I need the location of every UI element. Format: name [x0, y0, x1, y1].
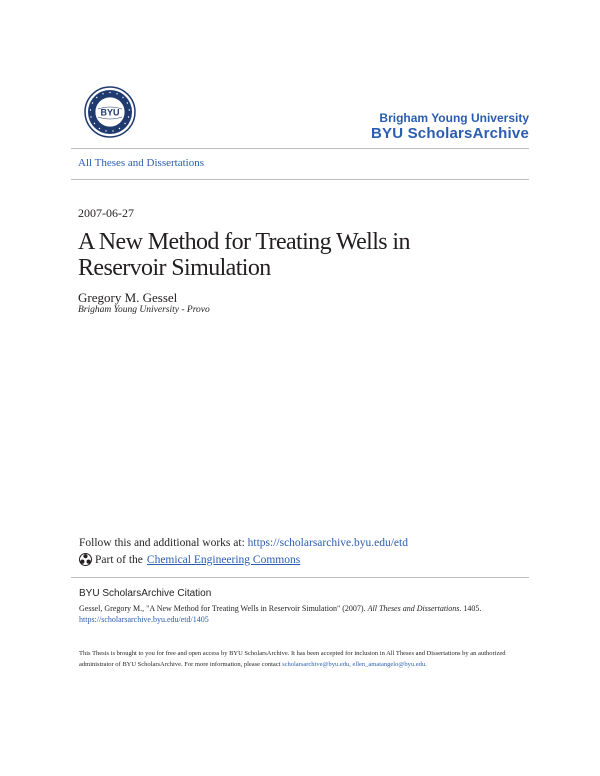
chemical-engineering-commons-link[interactable]: Chemical Engineering Commons: [146, 553, 301, 566]
institution-name: Brigham Young University: [379, 111, 529, 125]
document-title: A New Method for Treating Wells in Reservoir Simulation: [78, 229, 410, 281]
author-name: Gregory M. Gessel: [78, 290, 178, 305]
contact-emails-link[interactable]: scholarsarchive@byu.edu, ellen_amatangelo@byu.edu: [282, 661, 426, 668]
notice-end: .: [425, 661, 427, 668]
divider-collection: [71, 179, 529, 180]
citation-url-link[interactable]: https://scholarsarchive.byu.edu/etd/1405: [79, 615, 209, 624]
author-affiliation: Brigham Young University - Provo: [78, 305, 210, 315]
follow-label: Follow this and additional works at:: [79, 537, 248, 549]
publication-date: 2007-06-27: [78, 206, 134, 220]
commons-network-icon: [79, 553, 92, 566]
follow-url-link[interactable]: https://scholarsarchive.byu.edu/etd: [247, 537, 408, 549]
collection-link[interactable]: All Theses and Dissertations: [78, 157, 204, 169]
divider-citation: [71, 577, 529, 578]
part-of-line: [79, 553, 300, 566]
citation-suffix: . 1405.: [459, 604, 482, 613]
divider-top: [71, 148, 529, 149]
citation-prefix: Gessel, Gregory M., "A New Method for Treating Wells in Reservoir Simulation" (2007).: [79, 604, 368, 613]
follow-line: [79, 537, 408, 549]
institution-header: [371, 111, 529, 143]
access-notice: [79, 648, 529, 670]
byu-seal-logo: [84, 86, 136, 138]
repository-name[interactable]: BYU ScholarsArchive: [370, 125, 529, 142]
part-of-label: Part of the: [95, 553, 143, 566]
notice-text: This Thesis is brought to you for free and open access by BYU ScholarsArchive. It has been accepted for inclusion in All Theses and Dissertations by an authorized administrator of BYU ScholarsArchive. For more information, please contact: [79, 650, 506, 668]
citation-journal: All Theses and Dissertations: [367, 604, 460, 613]
seal-lettering: BYU: [100, 107, 120, 118]
citation-text: [79, 603, 529, 625]
citation-heading: BYU ScholarsArchive Citation: [79, 588, 212, 599]
